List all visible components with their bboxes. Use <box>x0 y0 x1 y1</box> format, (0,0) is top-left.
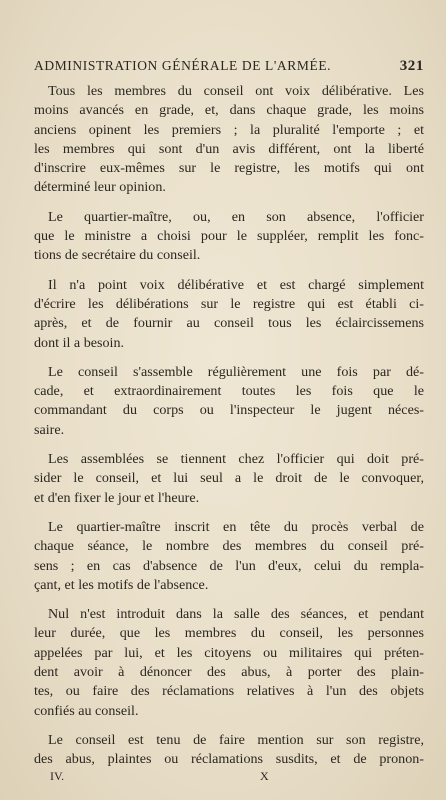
paragraph <box>34 605 424 721</box>
paragraph <box>34 450 424 508</box>
signature-mark: X <box>260 769 269 783</box>
text-line: moins avancés en grade, et, dans chaque grade, les moins <box>34 102 424 119</box>
running-title: ADMINISTRATION GÉNÉRALE DE L'ARMÉE. <box>34 58 332 73</box>
text-line: et d'en fixer le jour et l'heure. <box>34 489 200 506</box>
text-line: Le quartier-maître inscrit en tête du procès verbal de <box>48 518 424 535</box>
text-line: déterminé leur opinion. <box>34 179 166 196</box>
page-footer <box>50 769 386 787</box>
text-line: chaque séance, le nombre des membres du conseil pré- <box>34 538 424 555</box>
page-header <box>34 58 424 80</box>
text-line: sens ; en cas d'absence de l'un d'eux, celui du rempla- <box>34 557 424 574</box>
text-line: d'écrire les délibérations sur le registre qui est établi ci- <box>34 295 424 312</box>
text-line: commandant du corps ou l'inspecteur le jugent néces- <box>34 402 424 419</box>
text-line: saire. <box>34 421 65 438</box>
text-line: leur durée, que les membres du conseil, les personnes <box>34 625 424 642</box>
text-line: d'inscrire eux-mêmes sur le registre, les motifs qui ont <box>34 160 424 177</box>
paragraph <box>34 208 424 266</box>
text-line: les membres qui sont d'un avis différent, ont la liberté <box>34 140 424 157</box>
paragraph <box>34 276 424 353</box>
text-line: des abus, plaintes ou réclamations susdits, et de pronon- <box>34 751 424 768</box>
text-line: cade, et extraordinairement toutes les fois que le <box>34 383 424 400</box>
text-line: après, et de fournir au conseil tous les éclaircissemens <box>34 315 424 332</box>
paragraph <box>34 82 424 198</box>
page-number: 321 <box>399 58 424 74</box>
text-line: Il n'a point voix délibérative et est chargé simplement <box>48 276 424 293</box>
text-line: çant, et les motifs de l'absence. <box>34 576 209 593</box>
text-line: tions de secrétaire du conseil. <box>34 247 201 264</box>
volume-mark: IV. <box>50 769 65 783</box>
text-line: Nul n'est introduit dans la salle des séances, et pendant <box>48 606 424 623</box>
text-line: que le ministre a choisi pour le suppléer, remplit les fonc- <box>34 228 424 245</box>
paragraph <box>34 363 424 440</box>
text-line: Le quartier-maître, ou, en son absence, l'officier <box>48 208 424 225</box>
text-line: tes, ou faire des réclamations relatives à l'un des objets <box>34 683 424 700</box>
body-text <box>34 82 424 780</box>
text-line: sider le conseil, et lui seul a le droit de le convoquer, <box>34 470 424 487</box>
text-line: anciens opinent les premiers ; la pluralité l'emporte ; et <box>34 121 424 138</box>
paragraph <box>34 518 424 595</box>
paragraph <box>34 731 424 770</box>
text-line: dent avoir à dénoncer des abus, à porter des plain- <box>34 664 424 681</box>
text-line: confiés au conseil. <box>34 702 139 719</box>
text-line: Le conseil s'assemble régulièrement une fois par dé- <box>48 363 424 380</box>
text-line: Les assemblées se tiennent chez l'officier qui doit pré- <box>48 451 424 468</box>
text-line: Tous les membres du conseil ont voix délibérative. Les <box>48 83 424 99</box>
text-line: dont il a besoin. <box>34 334 125 351</box>
text-line: Le conseil est tenu de faire mention sur son registre, <box>48 731 424 748</box>
text-line: appelées par lui, et les citoyens ou militaires qui préten- <box>34 644 424 661</box>
